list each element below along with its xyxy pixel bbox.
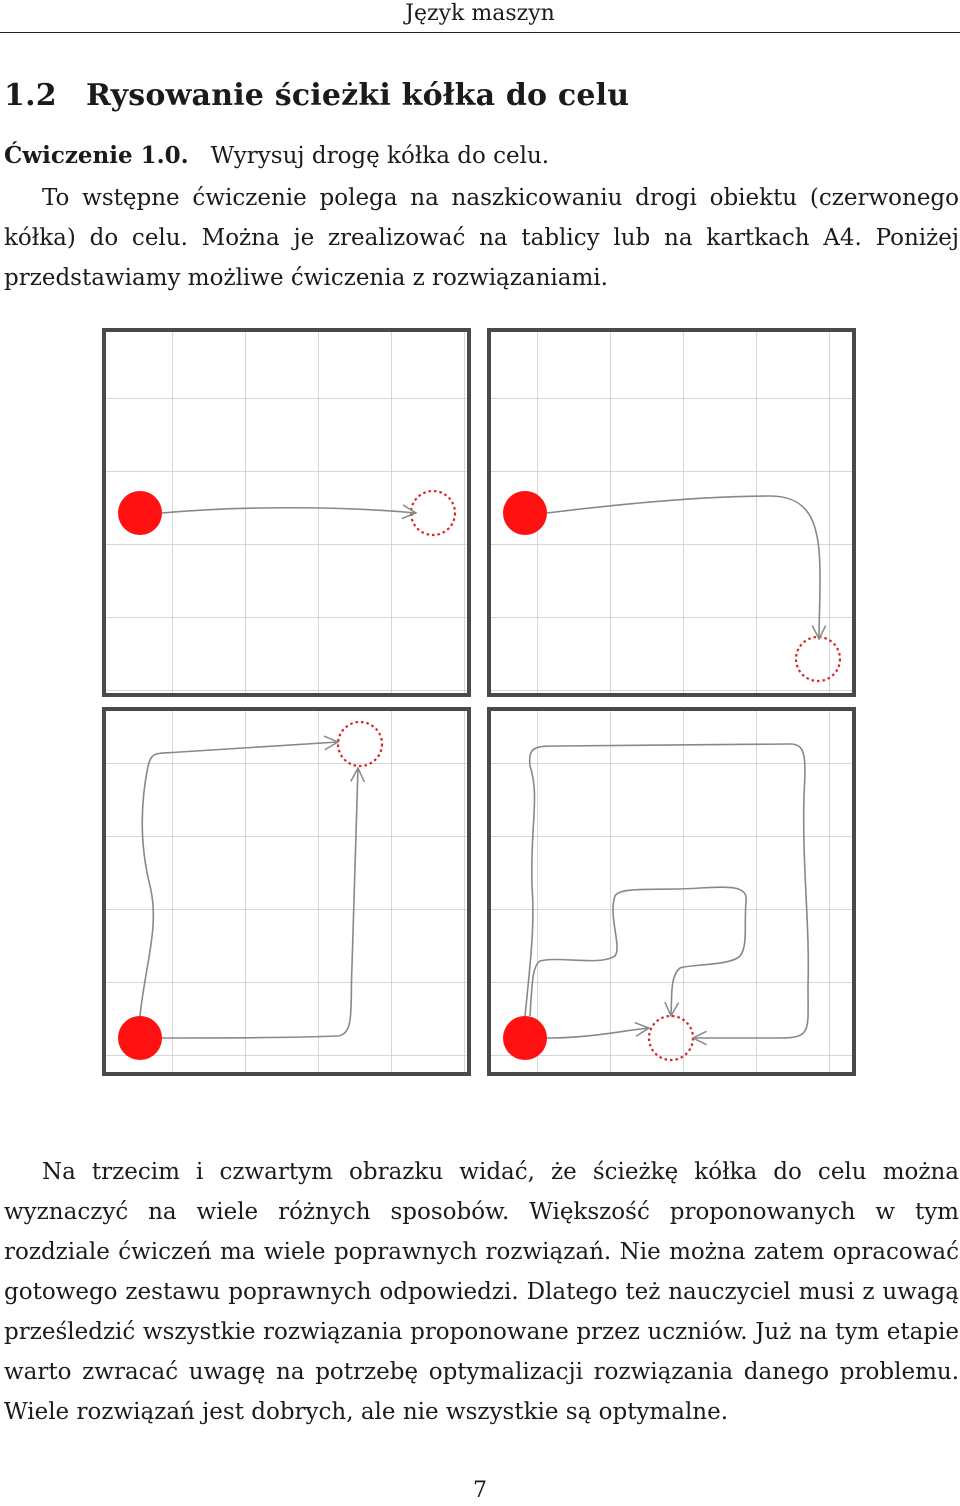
section-number: 1.2 bbox=[4, 78, 57, 113]
exercise-task: Wyrysuj drogę kółka do celu. bbox=[210, 143, 550, 169]
section-title: Rysowanie ścieżki kółka do celu bbox=[86, 78, 630, 113]
running-header: Język maszyn bbox=[0, 0, 960, 33]
exercise-line bbox=[4, 142, 549, 169]
grid-panel bbox=[104, 709, 469, 1074]
panel-3 bbox=[104, 709, 469, 1074]
start-circle bbox=[503, 491, 547, 535]
grid-panel bbox=[489, 709, 854, 1074]
panel-1 bbox=[104, 330, 469, 695]
exercise-label: Ćwiczenie 1.0. bbox=[4, 142, 189, 169]
start-circle bbox=[118, 1016, 162, 1060]
discussion-paragraph: Na trzecim i czwartym obrazku widać, że ścieżkę kółka do celu można wyznaczyć na wiele różnych sposobów. Większość proponowanych w tym rozdziale ćwiczeń ma wiele poprawnych rozwiązań. Nie można zatem opracować gotowego zestawu poprawnych odpowiedzi. Dlatego też nauczyciel musi z uwagą prześledzić wszystkie rozwiązania proponowane przez uczniów. Już na tym etapie warto zwracać uwagę na potrzebę optymalizacji rozwiązania danego problemu. Wiele rozwiązań jest dobrych, ale nie wszystkie są optymalne. bbox=[4, 1159, 959, 1425]
start-circle bbox=[503, 1016, 547, 1060]
page-number: 7 bbox=[473, 1478, 487, 1503]
start-circle bbox=[118, 491, 162, 535]
intro-paragraph: To wstępne ćwiczenie polega na naszkicowaniu drogi obiektu (czerwonego kółka) do celu. Można je zrealizować na tablicy lub na kartkach A4. Poniżej przedstawiamy możliwe ćwiczenia z rozwiązaniami. bbox=[4, 185, 959, 291]
section-heading bbox=[4, 78, 629, 113]
panel-2 bbox=[489, 330, 854, 695]
path-figure bbox=[100, 326, 860, 1078]
path-figure-svg bbox=[100, 326, 860, 1078]
panel-4 bbox=[489, 709, 854, 1074]
